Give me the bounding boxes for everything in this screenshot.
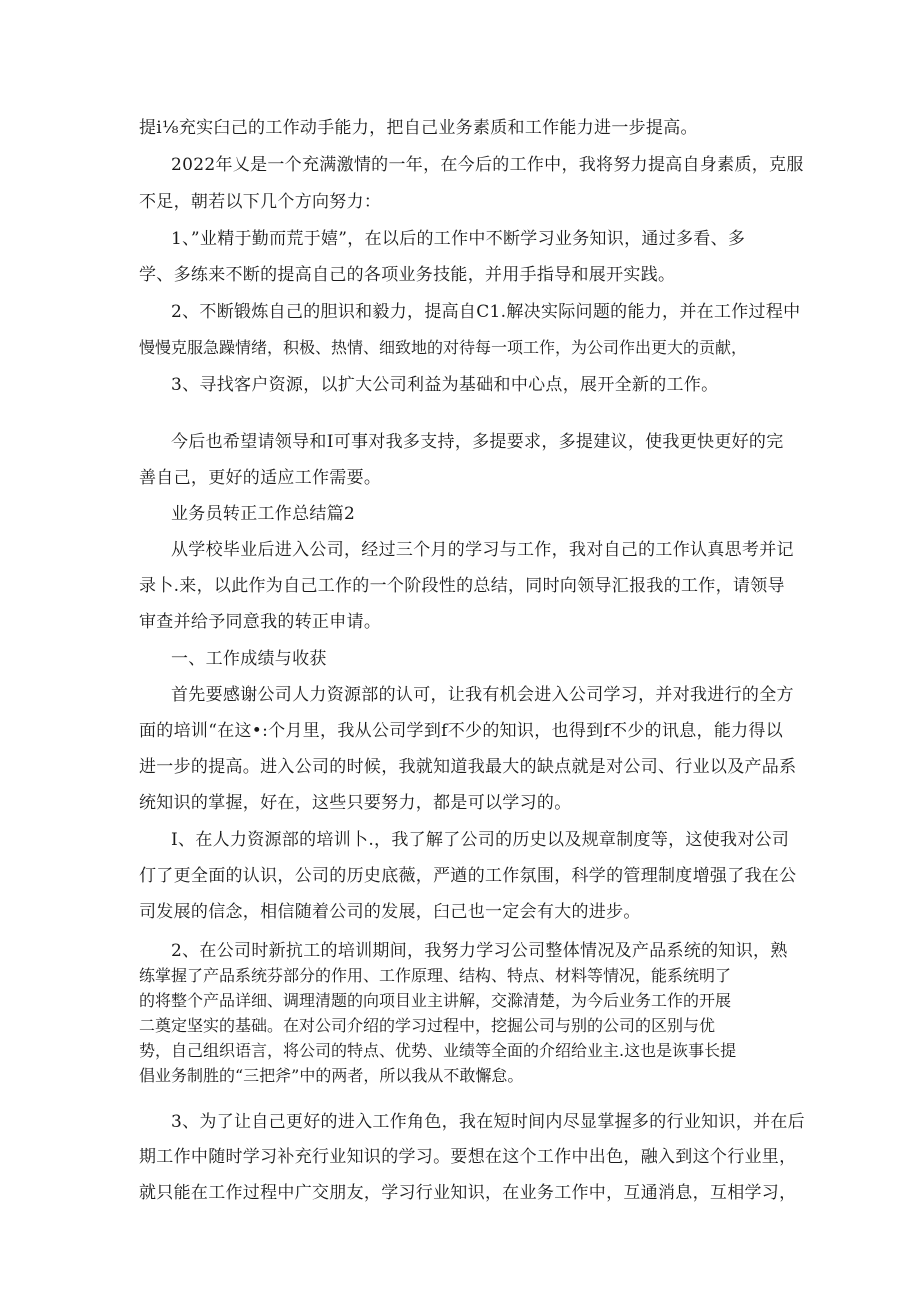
- text-line: 3、寻找客户资源，以扩大公司利益为基础和中心点，展开全新的工作。: [171, 375, 719, 395]
- text-line: 仃了更全面的认识，公司的历史底薇，严遒的工作氛围，科学的管理制度增强了我在公: [139, 866, 797, 886]
- text-line: 2022年乂是一个充满激情的一年，在今后的工作中，我将努力提高自身素质，克服: [171, 155, 804, 175]
- text-line: 面的培训“在这•:个月里，我从公司学到f不少的知识，也得到f不少的讯息，能力得以: [139, 721, 784, 741]
- subsection-heading: 一、工作成绩与收获: [171, 649, 327, 669]
- text-line: 期工作中随时学习补充行业知识的学习。要想在这个工作中出色，融入到这个行业里，: [139, 1147, 797, 1167]
- text-line: 善自己，更好的适应工作需要。: [139, 468, 382, 488]
- text-line: 练掌握了产品系统芬部分的作用、工作原理、结构、特点、材料等情况，能系统明了: [139, 966, 732, 985]
- text-line: 倡业务制胜的“三把斧”中的两者，所以我从不敢懈怠。: [139, 1066, 524, 1085]
- text-line: 慢慢克服急躁情绪，积极、热情、细致地的对待每一项工作，为公司作出更大的贡献，: [139, 338, 748, 357]
- text-line: 提i⅛充实臼己的工作动手能力，把自己业务素质和工作能力进一步提高。: [139, 118, 698, 138]
- text-line: 今后也希望请领导和I可事对我多支持，多提要求，多提建议，使我更快更好的完: [171, 432, 784, 452]
- text-line: I、在人力资源部的培训卜.，我了解了公司的历史以及规章制度等，这使我对公司: [171, 830, 790, 850]
- text-line: 就只能在工作过程中广交朋友，学习行业知识，在业务工作中，互通消息，互相学习，: [139, 1183, 797, 1203]
- text-line: 从学校毕业后进入公司，经过三个月的学习与工作，我对自己的工作认真思考并记: [171, 540, 794, 560]
- text-line: 审查并给予同意我的转正申请。: [139, 612, 382, 632]
- text-line: 的将整个产品详细、调理清题的向项目业主讲解，交滁清楚，为今后业务工作的开展: [139, 991, 732, 1010]
- text-line: 进一步的提高。进入公司的时候，我就知道我最大的缺点就是对公司、行业以及产品系: [139, 757, 797, 777]
- text-line: 统知识的掌握，好在，这些只要努力，都是可以学习的。: [139, 793, 572, 813]
- text-line: 司发展的信念，相信随着公司的发展，臼己也一定会有大的进步。: [139, 902, 641, 922]
- text-line: 不足，朝若以下几个方向努力：: [139, 192, 382, 212]
- text-line: 1、”业精于勤而荒于嬉”，在以后的工作中不断学习业务知识，通过多看、多: [171, 229, 746, 249]
- text-line: 录卜.来，以此作为自己工作的一个阶段性的总结，同时向领导汇报我的工作，请领导: [139, 576, 785, 596]
- text-line: 势，自己组织语言，将公司的特点、优势、业绩等全面的介绍给业主.这也是诙事长提: [139, 1041, 737, 1060]
- text-line: 2、在公司时新抗工的培训期间，我努力学习公司整体情况及产品系统的知识，熟: [171, 941, 788, 961]
- text-line: 学、多练来不断的提高自己的各项业务技能，并用手指导和展开实践。: [139, 265, 676, 285]
- section-heading: 业务员转正工作总结篇2: [171, 504, 356, 524]
- text-line: 二奠定坚实的基础。在对公司介绍的学习过程中，挖掘公司与别的公司的区别与优: [139, 1016, 716, 1035]
- text-line: 首先要感谢公司人力资源部的认可，让我有机会进入公司学习，并对我进行的全方: [171, 685, 794, 705]
- text-line: 2、不断锻炼自己的胆识和毅力，提高自C1.解决实际问题的能力，并在工作过程中: [171, 302, 801, 322]
- text-line: 3、为了让自己更好的进入工作角色，我在短时间内尽显掌握多的行业知识，并在后: [171, 1112, 805, 1132]
